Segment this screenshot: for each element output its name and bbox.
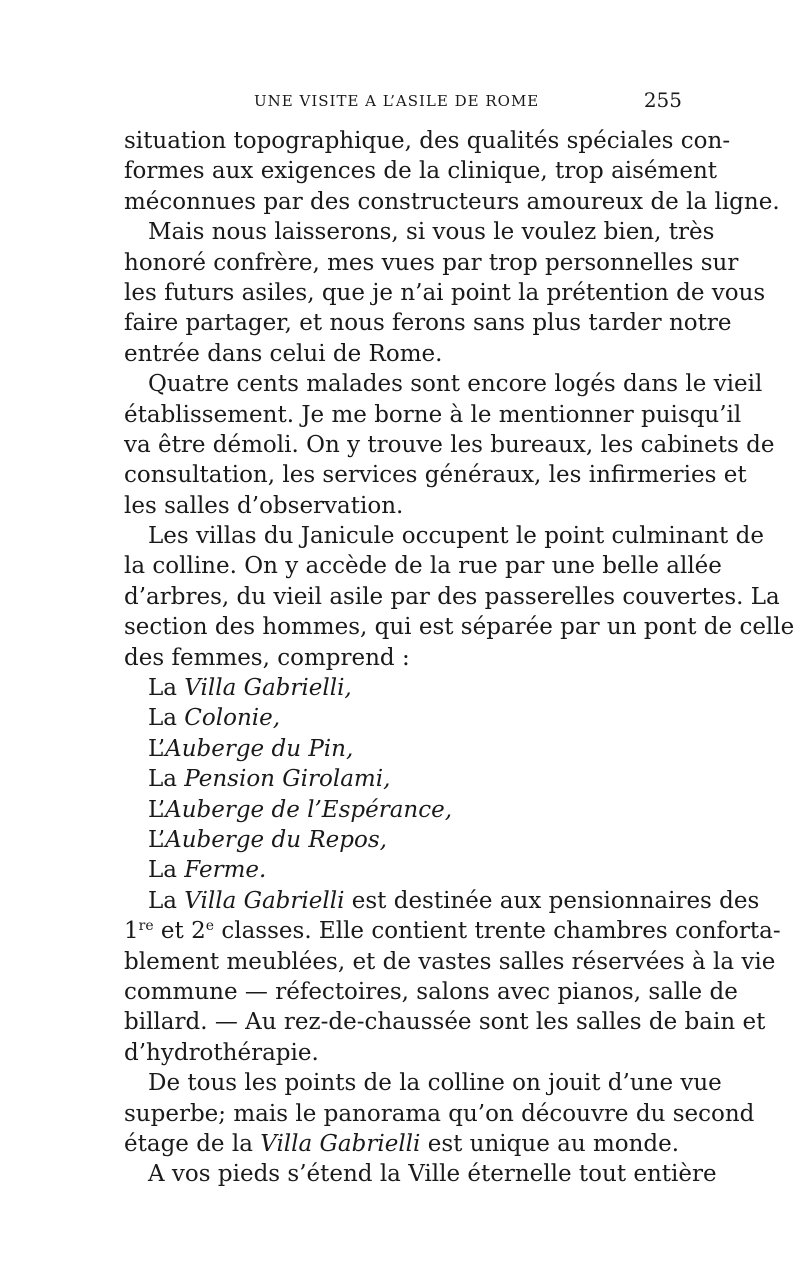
- text-line: les futurs asiles, que je n’ai point la prétention de vous: [124, 279, 766, 306]
- list-item: [124, 703, 680, 733]
- villa-name: Villa Gabrielli: [184, 887, 345, 914]
- superscript: re: [138, 918, 154, 935]
- text-line: Mais nous laisserons, si vous le voulez bien, très: [148, 219, 715, 246]
- page-number: 255: [643, 88, 682, 112]
- running-title: UNE VISITE A L’ASILE DE ROME: [254, 92, 540, 110]
- list-article: La: [148, 705, 185, 732]
- text-line: section des hommes, qui est séparée par un pont de celle: [124, 614, 795, 641]
- text-line: Quatre cents malades sont encore logés dans le vieil: [148, 371, 763, 398]
- text-line: d’arbres, du vieil asile par des passerelles couvertes. La: [124, 583, 780, 610]
- text-line: entrée dans celui de Rome.: [124, 340, 443, 367]
- body-text: [124, 126, 795, 1190]
- text-line: superbe; mais le panorama qu’on découvre du second: [124, 1100, 755, 1127]
- text-line: A vos pieds s’étend la Ville éternelle tout entière: [148, 1161, 717, 1188]
- villa-name: Auberge du Pin,: [165, 735, 354, 762]
- text-line: De tous les points de la colline on jouit d’une vue: [148, 1070, 722, 1097]
- villa-name: Auberge de l’Espérance,: [165, 796, 453, 823]
- text-line: honoré confrère, mes vues par trop personnelles sur: [124, 249, 739, 276]
- text-run: est unique au monde.: [420, 1130, 680, 1157]
- text-run: est destinée aux pensionnaires des: [344, 887, 760, 914]
- villa-name: Pension Girolami,: [184, 766, 391, 793]
- superscript: e: [205, 918, 215, 935]
- villa-name: Auberge du Repos,: [165, 826, 387, 853]
- text-run: classes. Elle contient trente chambres conforta-: [214, 918, 781, 945]
- text-line: faire partager, et nous ferons sans plus tarder notre: [124, 310, 732, 337]
- text-line: va être démoli. On y trouve les bureaux, les cabinets de: [124, 431, 775, 458]
- list-article: L’: [148, 826, 166, 853]
- list-item: [124, 825, 680, 855]
- list-article: La: [148, 766, 185, 793]
- text-line: situation topographique, des qualités spéciales con-: [124, 128, 731, 154]
- villa-name: Colonie,: [184, 705, 281, 732]
- list-item: [124, 673, 680, 703]
- text-line: [124, 886, 760, 916]
- villa-name: Ferme.: [184, 857, 267, 884]
- text-line: commune — réfectoires, salons avec pianos, salle de: [124, 978, 738, 1005]
- list-item: [124, 734, 680, 764]
- text-line: billard. — Au rez-de-chaussée sont les salles de bain et: [124, 1009, 766, 1036]
- text-line: les salles d’observation.: [124, 492, 404, 519]
- text-line: [124, 1129, 680, 1159]
- text-line: la colline. On y accède de la rue par une belle allée: [124, 553, 722, 580]
- text-line: blement meublées, et de vastes salles réservées à la vie: [124, 948, 776, 975]
- list-item: [124, 855, 680, 885]
- text-run: 1: [124, 918, 139, 945]
- text-run: et 2: [153, 918, 206, 945]
- text-line: d’hydrothérapie.: [124, 1039, 319, 1066]
- list-article: L’: [148, 735, 166, 762]
- list-article: La: [148, 857, 185, 884]
- list-article: L’: [148, 796, 166, 823]
- villa-name: Villa Gabrielli,: [184, 675, 352, 702]
- list-article: La: [148, 675, 185, 702]
- running-head: [124, 90, 684, 116]
- text-line: formes aux exigences de la clinique, trop aisément: [124, 158, 718, 185]
- text-line: méconnues par des constructeurs amoureux de la ligne.: [124, 188, 780, 215]
- text-line: Les villas du Janicule occupent le point culminant de: [148, 523, 764, 550]
- text-line: consultation, les services généraux, les infirmeries et: [124, 462, 747, 489]
- list-item: [124, 764, 680, 794]
- text-line: des femmes, comprend :: [124, 644, 410, 671]
- text-run: La: [148, 887, 185, 914]
- text-run: étage de la: [124, 1130, 261, 1157]
- text-line: établissement. Je me borne à le mentionner puisqu’il: [124, 401, 742, 428]
- list-item: [124, 795, 680, 825]
- text-line: [124, 916, 781, 946]
- villa-name: Villa Gabrielli: [260, 1130, 421, 1157]
